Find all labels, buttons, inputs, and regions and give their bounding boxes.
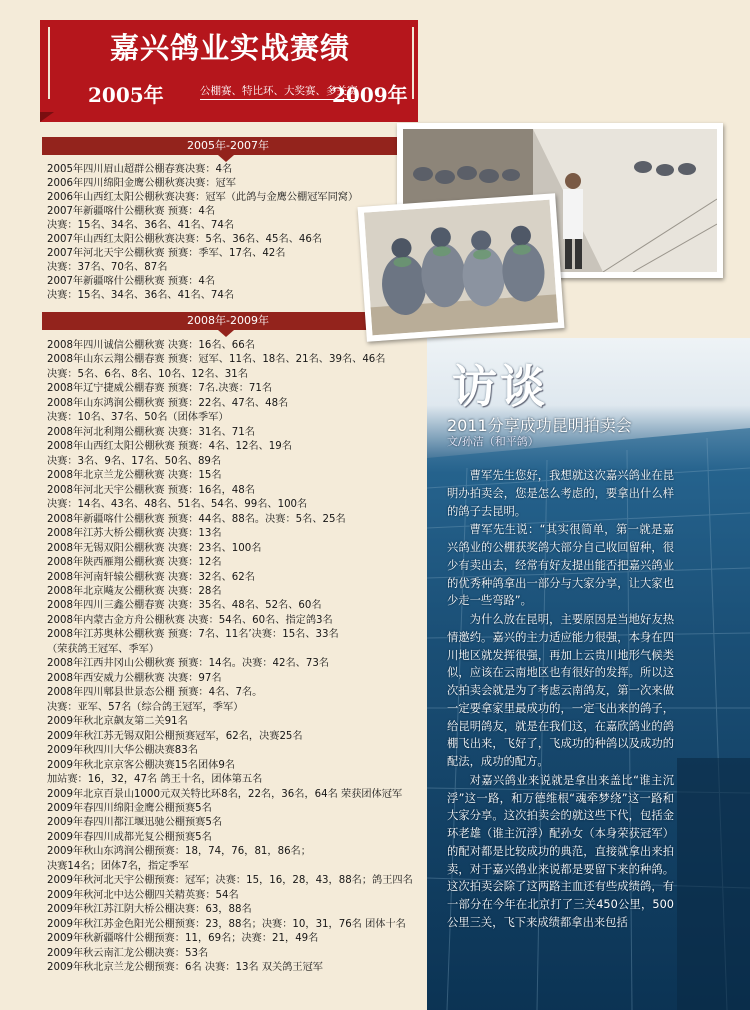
- result-line: 2008年无锡双阳公棚秋赛 决赛：23名、100名: [47, 542, 262, 554]
- result-line: 决赛14名；团体7名，指定季军: [47, 860, 189, 872]
- article-paragraph: 对嘉兴鸽业来说就是拿出来盖比“谁主沉浮”这一路，和万德维根“魂牵梦绕”这一路和大家分享。这次拍卖会的就这些下代，包括金环老雄（谁主沉浮）配孙女（本身荣获冠军）的配对都是比较成功的典范，直接就拿出来拍卖，对于嘉兴鸽业来说都是要留下来的种鸽。这次拍卖会除了这两路主血还有些成绩鸽，有一部分在今年在北京打了三关450公里，500公里三关，飞下来成绩都拿出来包括: [447, 773, 674, 929]
- result-line: 2009年春四川绵阳金鹰公棚预赛5名: [47, 803, 212, 814]
- result-line: 2009年秋江苏金色阳光公棚预赛：23，88名；决赛：10，31，76名 团体十名: [47, 918, 406, 930]
- result-line: 2009年北京百景山1000元双关特比环8名，22名，36名，64名 荣获团体冠军: [47, 788, 403, 800]
- article-paragraph: 曹军先生说：“其实很简单，第一就是嘉兴鸽业的公棚获奖鸽大部分自己收回留种，很少有卖出去，经常有好友提出能否把嘉兴鸽业的优秀种鸽拿出一部分与大家分享，让大家也少走一些弯路”。: [447, 523, 674, 608]
- result-line: 2006年四川绵阳金鹰公棚秋赛决赛：冠军: [47, 178, 236, 189]
- article-paragraph: 为什么放在昆明，主要原因是当地好友热情邀约。嘉兴的主力适应能力很强，本身在四川地区就发挥很强，再加上云贵川地形气候类似，应该在云南地区也有很好的发挥。所以这次拍卖会就是为了考虑云南鸽友，第一次来做一定要拿家里最成功的，一定飞出来的鸽子，给昆明鸽友，就是在我们这，在嘉欣鸽业的鸽棚飞出来，飞好了，飞成功的种鸽以及成功的配法，成功的配方。: [447, 613, 674, 768]
- result-line: 2008年山西红太阳公棚秋赛 预赛：4名、12名、19名: [47, 441, 292, 453]
- result-line: 2008年四川郫县世景态公棚 预赛：4名、7名。: [47, 687, 263, 699]
- interview-title: 访谈: [452, 360, 549, 413]
- result-line: 2009年秋山东鸿润公棚预赛：18，74，76，81，86名；: [47, 846, 311, 858]
- result-line: 2009年春四川成都光复公棚预赛5名: [47, 831, 212, 843]
- result-line: 决赛：5名、6名、8名、10名、12名、31名: [47, 368, 248, 380]
- banner-year-row: [40, 76, 418, 112]
- result-line: 2008年江苏奥林公棚秋赛 预赛：7名、11名’决赛：15名、33名: [47, 629, 339, 641]
- article-paragraph: 曹军先生您好，我想就这次嘉兴鸽业在昆明办拍卖会，您是怎么考虑的，要拿出什么样的鸽子去昆明。: [447, 469, 674, 518]
- result-line: 2008年河北天宇公棚秋赛 预赛：16名，48名: [47, 484, 255, 496]
- results-list-2008-2009: [47, 339, 413, 976]
- result-line: 2008年内蒙古金方舟公棚秋赛 决赛：54名、60名、指定鸽3名: [47, 614, 333, 626]
- result-line: 2008年山东鸿润公棚秋赛 预赛：22名、47名、48名: [47, 397, 289, 409]
- result-line: 2007年新疆喀什公棚秋赛 预赛：4名: [47, 276, 216, 287]
- interview-author: 文/孙洁（和平鸽）: [447, 435, 539, 448]
- result-line: 决赛：37名、70名、87名: [47, 262, 168, 273]
- result-line: 2008年江西井冈山公棚秋赛 预赛：14名。决赛：42名、73名: [47, 658, 329, 670]
- section-header-2005-2007: 2005年-2007年: [42, 137, 414, 155]
- result-line: 决赛：15名、34名、36名、41名、74名: [47, 290, 235, 301]
- pigeons-photo-image: [364, 200, 558, 336]
- banner-subtitle: 公棚赛、特比环、大奖赛、多关赛: [200, 83, 358, 100]
- result-line: 2008年北京飚友公棚秋赛 决赛：28名: [47, 585, 222, 597]
- interview-subtitle: 2011分享成功昆明拍卖会: [447, 416, 632, 435]
- result-line: 2008年山东云翔公棚春赛 预赛：冠军、11名、18名、21名、39名、46名: [47, 354, 386, 366]
- result-line: 2009年秋河北天宇公棚预赛：冠军；决赛：15，16，28，43，88名；鸽王四名: [47, 875, 413, 887]
- result-line: 2007年新疆喀什公棚秋赛 预赛：4名: [47, 206, 216, 217]
- result-line: 2009年秋江苏江阴大桥公棚决赛：63，88名: [47, 904, 252, 916]
- result-line: 决赛：亚军、57名（综合鸽王冠军，季军）: [47, 701, 244, 713]
- result-line: 2009年春四川都江堰迅驰公棚预赛5名: [47, 817, 223, 829]
- result-line: （荣获鸽王冠军、季军）: [47, 643, 160, 655]
- result-line: 2009年秋北京兰龙公棚预赛：6名 决赛：13名 双关鸽王冠军: [47, 962, 323, 974]
- result-line: 2008年辽宁捷威公棚春赛 预赛：7名.决赛：71名: [47, 383, 273, 395]
- result-line: 2008年陕西雁翔公棚秋赛 决赛：12名: [47, 557, 222, 569]
- result-line: 2009年秋新疆喀什公棚预赛：11，69名；决赛：21，49名: [47, 933, 319, 945]
- banner-year-end: 2009年: [332, 83, 408, 107]
- result-line: 2009年秋江苏无锡双阳公棚预赛冠军，62名，决赛25名: [47, 730, 303, 742]
- result-line: 决赛：3名、9名、17名、50名、89名: [47, 455, 222, 467]
- banner-title: 嘉兴鸽业实战赛绩: [109, 31, 350, 65]
- results-list-2005-2007: [47, 163, 358, 303]
- result-line: 2008年西安威力公棚秋赛 决赛：97名: [47, 672, 222, 684]
- result-line: 2008年江苏大桥公棚秋赛 决赛：13名: [47, 528, 222, 540]
- result-line: 2009年秋北京京客公棚决赛15名团体9名: [47, 759, 235, 771]
- result-line: 2008年北京兰龙公棚秋赛 决赛：15名: [47, 470, 222, 482]
- result-line: 2009年秋北京飙友第二关91名: [47, 716, 188, 728]
- result-line: 2008年四川三鑫公棚春赛 决赛：35名、48名、52名、60名: [47, 600, 322, 612]
- result-line: 2008年河北利翔公棚秋赛 决赛：31名、71名: [47, 426, 255, 438]
- result-line: 加站赛：16，32，47名 鸽王十名，团体第五名: [47, 774, 263, 786]
- result-line: 2007年河北天宇公棚秋赛 预赛：季军、17名、42名: [47, 248, 286, 259]
- interview-article: [447, 467, 674, 933]
- result-line: 2009年秋云南汇龙公棚决赛：53名: [47, 947, 209, 959]
- result-line: 2005年四川眉山超群公棚春赛决赛：4名: [47, 164, 233, 175]
- result-line: 决赛：15名、34名、36名、41名、74名: [47, 220, 235, 231]
- section-header-2008-2009: 2008年-2009年: [42, 312, 414, 330]
- result-line: 2009年秋四川大华公棚决赛83名: [47, 745, 198, 757]
- pigeons-photo: [358, 193, 565, 341]
- result-line: 2008年河南轩辕公棚秋赛 决赛：32名、62名: [47, 571, 255, 583]
- result-line: 决赛：14名、43名、48名、51名、54名、99名、100名: [47, 499, 308, 511]
- result-line: 2006年山西红太阳公棚秋赛决赛：冠军（此鸽与金鹰公棚冠军同窝）: [47, 192, 359, 203]
- result-line: 2008年新疆喀什公棚秋赛 预赛：44名、88名。决赛：5名、25名: [47, 513, 346, 525]
- result-line: 2009年秋河北中达公棚四关精英赛：54名: [47, 889, 239, 901]
- banner-fold: [40, 112, 54, 122]
- result-line: 2007年山西红太阳公棚秋赛决赛：5名、36名、45名、46名: [47, 234, 323, 245]
- result-line: 2008年四川诚信公棚秋赛 决赛：16名、66名: [47, 340, 255, 351]
- result-line: 决赛：10名、37名、50名（团体季军）: [47, 412, 229, 424]
- banner-year-start: 2005年: [88, 83, 164, 107]
